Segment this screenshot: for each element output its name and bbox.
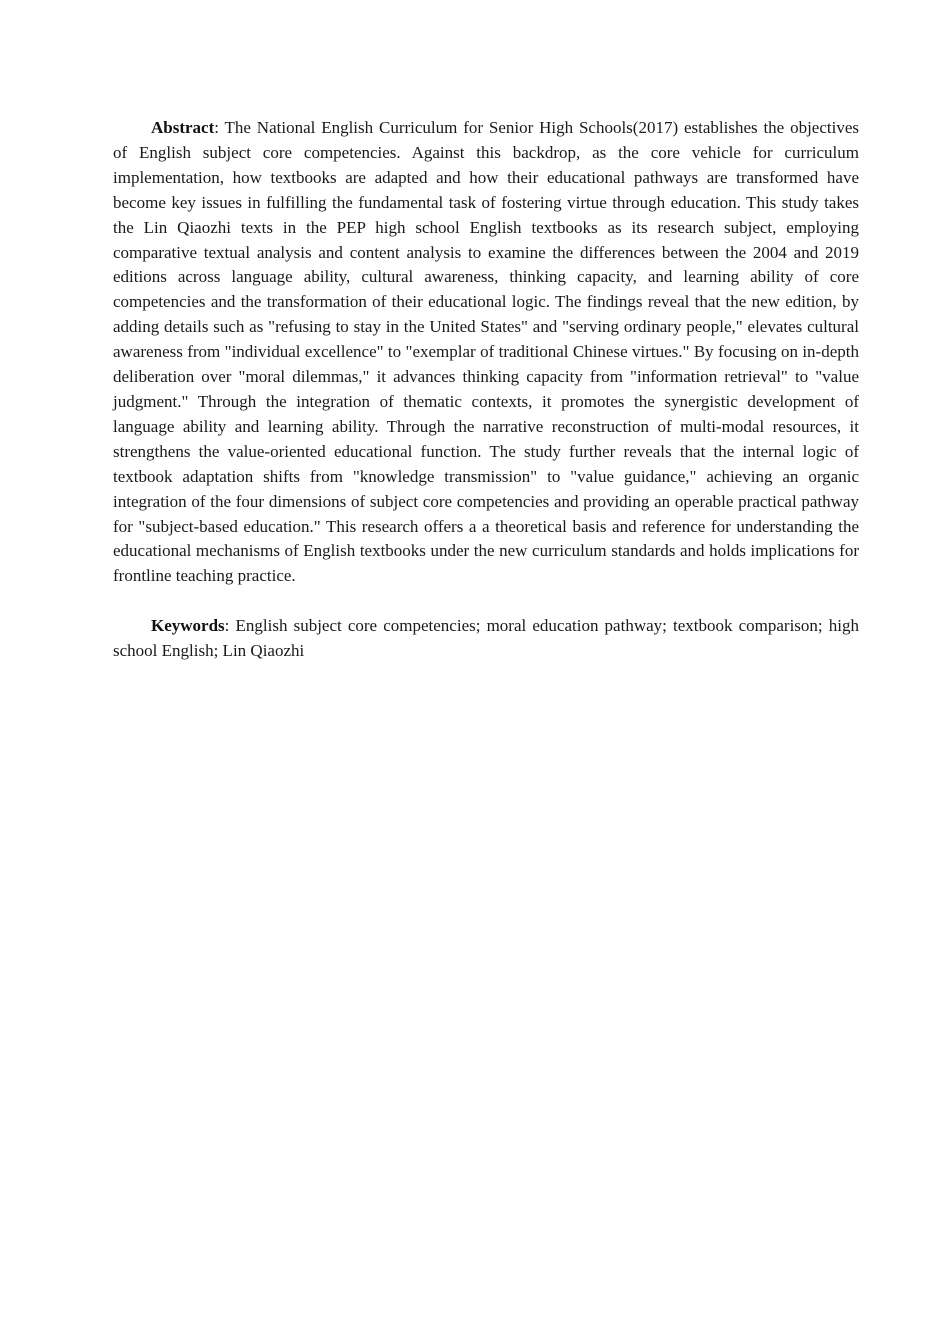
abstract-text: The National English Curriculum for Senior High Schools(2017) establishes the objectives of English subject core competencies. Against this backdrop, as the core vehicle for curriculum implementation, how textbooks are adapted and how their educational pathways are transformed have become key issues in fulfilling the fundamental task of fostering virtue through education. This study takes the Lin Qiaozhi texts in the PEP high school English textbooks as its research subject, employing comparative textual analysis and content analysis to examine the differences between the 2004 and 2019 editions across language ability, cultural awareness, thinking capacity, and learning ability of core competencies and the transformation of their educational logic. The findings reveal that the new edition, by adding details such as "refusing to stay in the United States" and "serving ordinary people," elevates cultural awareness from "individual excellence" to "exemplar of traditional Chinese virtues." By focusing on in-depth deliberation over "moral dilemmas," it advances thinking capacity from "information retrieval" to "value judgment." Through the integration of thematic contexts, it promotes the synergistic development of language ability and learning ability. Through the narrative reconstruction of multi-modal resources, it strengthens the value-oriented educational function. The study further reveals that the internal logic of textbook adaptation shifts from "knowledge transmission" to "value guidance," achieving an organic integration of the four dimensions of subject core competencies and providing an operable practical pathway for "subject-based education." This research offers a a theoretical basis and reference for understanding the educational mechanisms of English textbooks under the new curriculum standards and holds implications for frontline teaching practice. xyxy=(113,118,859,586)
keywords-label: Keywords xyxy=(151,616,225,636)
keywords-separator: : xyxy=(224,616,236,636)
abstract-separator: : xyxy=(214,118,225,137)
keywords-text: English subject core competencies; moral education pathway; textbook comparison; high school English; Lin Qiaozhi xyxy=(113,616,859,661)
keywords-paragraph xyxy=(113,614,859,664)
abstract-label: Abstract xyxy=(151,118,215,137)
document-page xyxy=(113,116,859,664)
abstract-paragraph xyxy=(113,116,859,589)
